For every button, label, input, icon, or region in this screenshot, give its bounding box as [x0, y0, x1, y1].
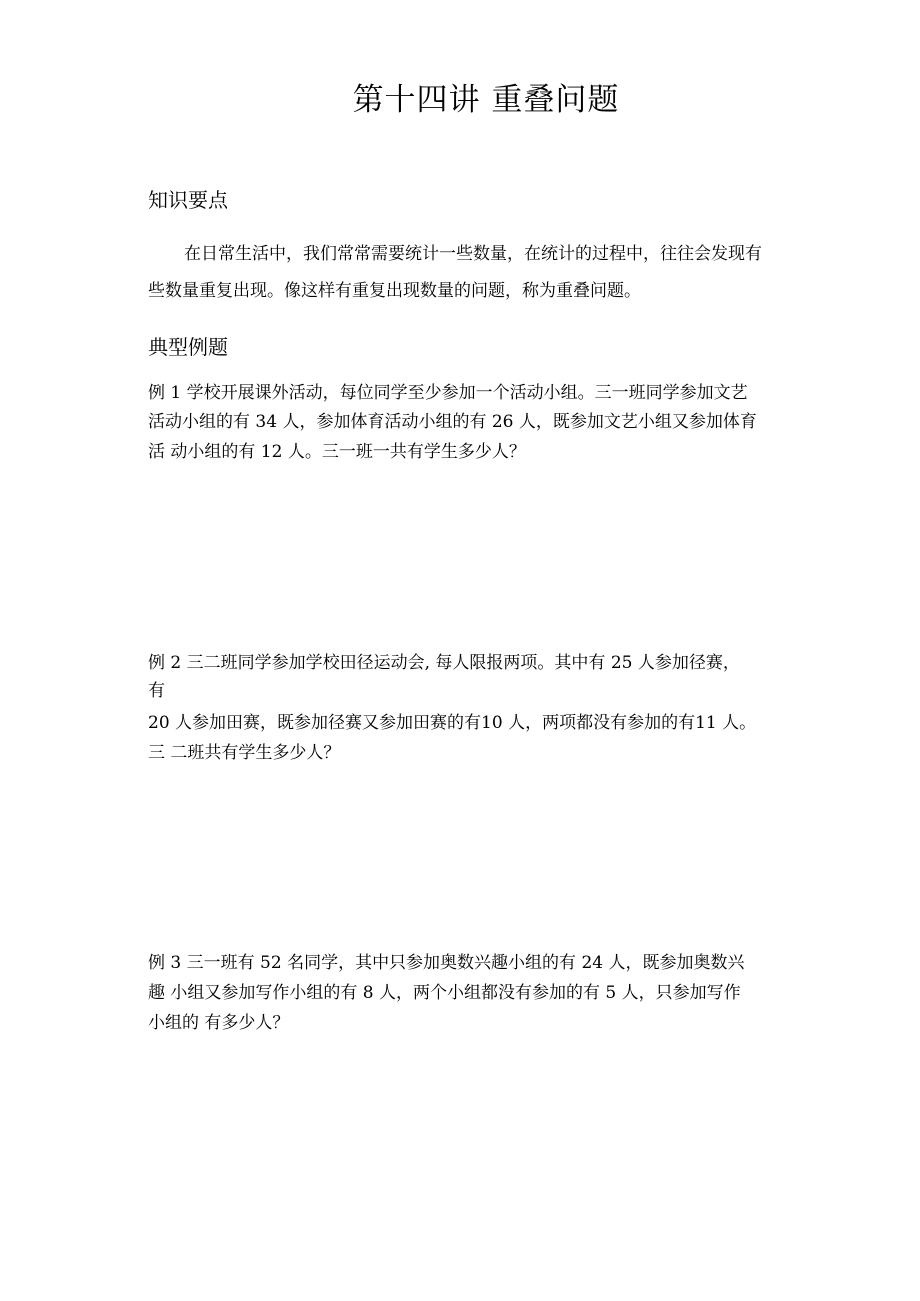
knowledge-line: 些数量重复出现。像这样有重复出现数量的问题，称为重叠问题。 — [148, 281, 641, 301]
example-line: 20 人参加田赛，既参加径赛又参加田赛的有10 人，两项都没有参加的有11 人。 — [148, 713, 757, 733]
example-line: 趣 小组又参加写作小组的有 8 人，两个小组都没有参加的有 5 人，只参加写作 — [148, 983, 741, 1003]
example-line: 小组的 有多少人？ — [148, 1013, 290, 1033]
example-line: 活动小组的有 34 人，参加体育活动小组的有 26 人，既参加文艺小组又参加体育 — [148, 412, 757, 432]
knowledge-line: 在日常生活中，我们常常需要统计一些数量，在统计的过程中，往往会发现有 — [184, 244, 762, 264]
example-line: 例 3 三一班有 52 名同学，其中只参加奥数兴趣小组的有 24 人，既参加奥数兴 — [148, 953, 745, 973]
example-line: 有 — [148, 681, 165, 701]
examples-heading: 典型例题 — [148, 335, 228, 359]
example-line: 例 2 三二班同学参加学校田径运动会, 每人限报两项。其中有 25 人参加径赛， — [148, 653, 740, 673]
example-line: 例 1 学校开展课外活动，每位同学至少参加一个活动小组。三一班同学参加文艺 — [148, 383, 748, 403]
example-line: 三 二班共有学生多少人？ — [148, 743, 341, 763]
knowledge-heading: 知识要点 — [148, 188, 228, 212]
example-line: 活 动小组的有 12 人。三一班一共有学生多少人？ — [148, 442, 526, 462]
page-title: 第十四讲 重叠问题 — [352, 82, 620, 118]
